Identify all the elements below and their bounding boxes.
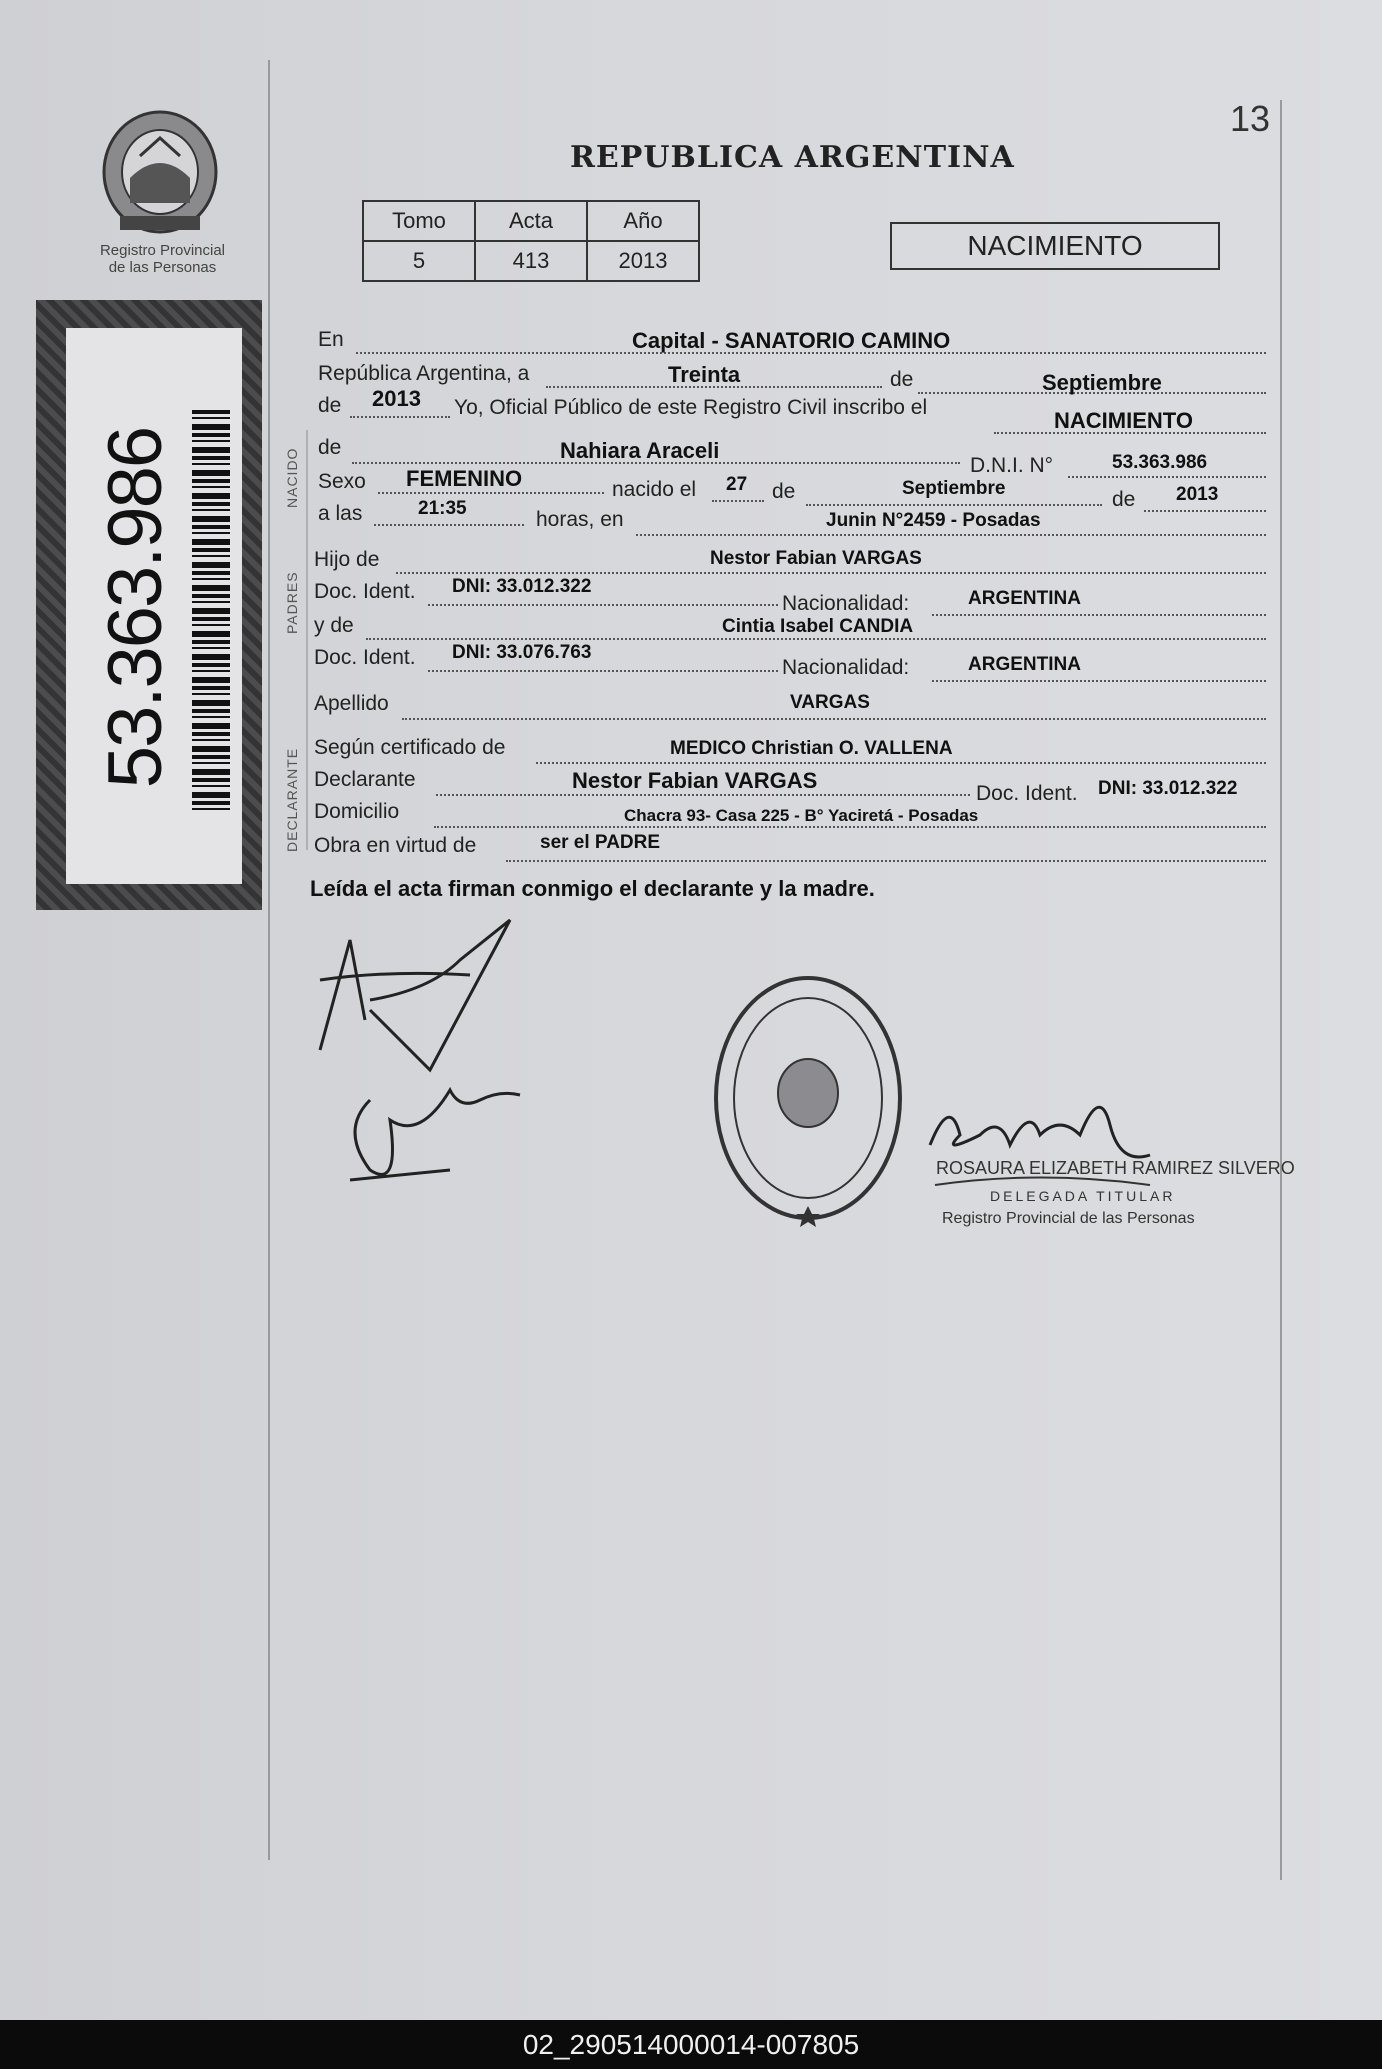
domicilio-label: Domicilio — [314, 800, 400, 823]
dotted-rule — [428, 604, 778, 606]
de2-label: de — [318, 394, 342, 417]
dotted-rule — [1144, 510, 1266, 512]
domicilio-value: Chacra 93- Casa 225 - B° Yaciretá - Posadas — [624, 806, 979, 825]
dotted-rule — [378, 492, 604, 494]
record-table — [362, 200, 700, 282]
hora-value: 21:35 — [418, 498, 467, 519]
dotted-rule — [932, 680, 1266, 682]
barcode-icon — [192, 410, 230, 814]
de-label: de — [890, 368, 914, 391]
nacido-dia: 27 — [726, 474, 748, 495]
nacionalidad-label-madre: Nacionalidad: — [782, 656, 910, 679]
dotted-rule — [350, 416, 450, 418]
nacido-mes: Septiembre — [902, 478, 1006, 499]
dotted-rule — [806, 504, 1102, 506]
declarante-doc: DNI: 33.012.322 — [1098, 778, 1238, 799]
document-title: REPUBLICA ARGENTINA — [570, 140, 1015, 175]
horas-label: horas, en — [536, 508, 624, 531]
official-role: DELEGADA TITULAR — [990, 1188, 1176, 1204]
dotted-rule — [1068, 476, 1266, 478]
id-number-vertical: 53.363.986 — [93, 427, 178, 789]
padre-nombre: Nestor Fabian VARGAS — [710, 548, 922, 569]
section-label-padres: PADRES — [284, 571, 300, 634]
official-name: ROSAURA ELIZABETH RAMIREZ SILVERO — [936, 1158, 1295, 1178]
id-security-band — [36, 300, 262, 910]
nacido-label: nacido el — [612, 478, 697, 501]
registry-label-line1: Registro Provincial — [99, 242, 226, 259]
dni-label: D.N.I. N° — [970, 454, 1054, 477]
declarante-doc-label: Doc. Ident. — [976, 782, 1078, 805]
dotted-rule — [396, 572, 1266, 574]
declarante-label: Declarante — [314, 768, 416, 791]
dotted-rule — [402, 718, 1266, 720]
madre-nacionalidad: ARGENTINA — [968, 654, 1081, 675]
obra-value: ser el PADRE — [540, 832, 661, 853]
sexo-label: Sexo — [318, 470, 366, 493]
provincial-seal-icon — [100, 108, 220, 236]
en-value: Capital - SANATORIO CAMINO — [632, 328, 951, 353]
left-margin-line — [268, 60, 270, 1860]
record-table-cell: 5 — [363, 241, 475, 281]
anio-acta: 2013 — [372, 386, 421, 411]
dotted-rule — [366, 638, 1266, 640]
en-label: En — [318, 328, 344, 351]
sexo-value: FEMENINO — [406, 466, 523, 491]
nacido-anio: 2013 — [1176, 484, 1219, 505]
de3-label: de — [318, 436, 342, 459]
record-table-cell: 413 — [475, 241, 587, 281]
alas-label: a las — [318, 502, 363, 525]
doc-label: Doc. Ident. — [314, 580, 416, 603]
registry-label-line2: de las Personas — [108, 259, 217, 276]
dotted-rule — [374, 524, 524, 526]
dotted-rule — [712, 500, 764, 502]
de4-label: de — [772, 480, 796, 503]
record-table-cell: 2013 — [587, 241, 699, 281]
closing-statement: Leída el acta firman conmigo el declarante y la madre. — [310, 876, 875, 901]
dotted-rule — [536, 762, 1266, 764]
record-table-header: Año — [587, 201, 699, 241]
dotted-rule — [636, 534, 1266, 536]
dotted-rule — [436, 794, 970, 796]
certificado-label: Según certificado de — [314, 736, 506, 759]
record-table-header: Tomo — [363, 201, 475, 241]
official-org: Registro Provincial de las Personas — [942, 1210, 1195, 1227]
dotted-rule — [932, 614, 1266, 616]
mes-acta: Septiembre — [1042, 370, 1162, 395]
declarante-value: Nestor Fabian VARGAS — [572, 768, 818, 793]
section-label-nacido: NACIDO — [284, 447, 300, 508]
apellido-value: VARGAS — [790, 692, 870, 713]
doc-label-madre: Doc. Ident. — [314, 646, 416, 669]
madre-doc: DNI: 33.076.763 — [452, 642, 592, 663]
official-stamp-icon — [708, 968, 908, 1228]
right-margin-line — [1280, 100, 1282, 1880]
padre-doc: DNI: 33.012.322 — [452, 576, 592, 597]
lugar-value: Junin N°2459 - Posadas — [826, 510, 1041, 531]
section-label-declarante: DECLARANTE — [284, 747, 300, 852]
padre-nacionalidad: ARGENTINA — [968, 588, 1081, 609]
republica-label: República Argentina, a — [318, 362, 530, 385]
dia-texto: Treinta — [668, 362, 741, 387]
oficial-text: Yo, Oficial Público de este Registro Civil inscribo el — [454, 396, 928, 419]
inscribo-value: NACIMIENTO — [1054, 408, 1193, 433]
hijo-label: Hijo de — [314, 548, 380, 571]
de5-label: de — [1112, 488, 1136, 511]
madre-nombre: Cintia Isabel CANDIA — [722, 616, 914, 637]
yde-label: y de — [314, 614, 354, 637]
scan-footer-code: 02_290514000014-007805 — [0, 2020, 1382, 2069]
nombre-nacido: Nahiara Araceli — [560, 438, 720, 463]
nacionalidad-label: Nacionalidad: — [782, 592, 910, 615]
dni-value: 53.363.986 — [1112, 452, 1208, 473]
certificado-value: MEDICO Christian O. VALLENA — [670, 738, 953, 759]
signature-icon — [310, 900, 530, 1200]
section-divider-line — [306, 430, 308, 850]
dotted-rule — [506, 860, 1266, 862]
registry-label — [70, 242, 255, 276]
obra-label: Obra en virtud de — [314, 834, 477, 857]
dotted-rule — [434, 826, 1266, 828]
page-number: 13 — [1230, 98, 1271, 139]
id-label-panel — [66, 328, 242, 884]
record-type-box: NACIMIENTO — [890, 222, 1220, 270]
dotted-rule — [428, 670, 778, 672]
record-table-header: Acta — [475, 201, 587, 241]
apellido-label: Apellido — [314, 692, 389, 715]
